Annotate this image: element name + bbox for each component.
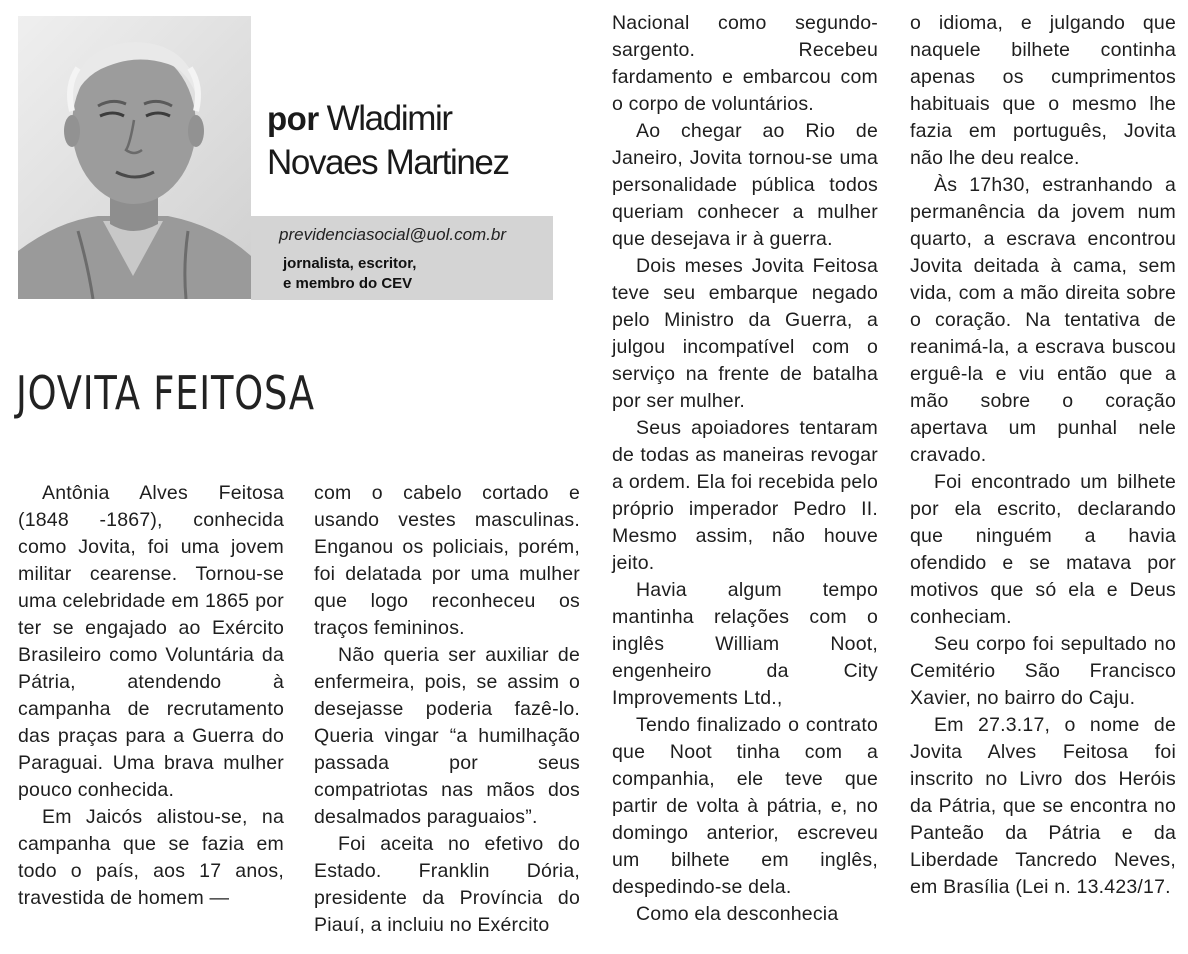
- paragraph: Foi encontrado um bilhete por ela escrito, declarando que ninguém a havia ofendido e se matava por motivos que só ela e Deus conheciam.: [910, 471, 1176, 628]
- paragraph: Foi aceita no efetivo do Estado. Franklin Dória, presidente da Província do Piauí, a incluiu no Exército: [314, 833, 580, 936]
- paragraph: Havia algum tempo mantinha relações com o inglês William Noot, engenheiro da City Improvements Ltd.,: [612, 579, 878, 709]
- paragraph: Seu corpo foi sepultado no Cemitério São Francisco Xavier, no bairro do Caju.: [910, 633, 1176, 709]
- author-role-line1: jornalista, escritor,: [283, 255, 417, 272]
- paragraph: Tendo finalizado o contrato que Noot tinha com a companhia, ele teve que partir de volta à pátria, e, no domingo anterior, escreveu um bilhete em inglês, despedindo-se dela.: [612, 714, 878, 898]
- author-info-box: [251, 216, 553, 300]
- byline-prefix: por: [267, 100, 319, 137]
- article-column-2: [314, 480, 580, 939]
- paragraph: Antônia Alves Feitosa (1848 -1867), conhecida como Jovita, foi uma jovem militar cearense. Tornou-se uma celebridade em 1865 por ter se engajado ao Exército Brasileiro como Voluntária da Pátria, atendendo à campanha de recrutamento das praças para a Guerra do Paraguai. Uma brava mulher pouco conhecida.: [18, 482, 284, 801]
- author-name-line1: [267, 97, 557, 141]
- paragraph: Seus apoiadores tentaram de todas as maneiras revogar a ordem. Ela foi recebida pelo próprio imperador Pedro II. Mesmo assim, não houve jeito.: [612, 417, 878, 574]
- paragraph-continued: com o cabelo cortado e usando vestes masculinas. Enganou os policiais, porém, foi delatada por uma mulher que logo reconheceu os traços femininos.: [314, 482, 580, 639]
- paragraph-continued: o idioma, e julgando que naquele bilhete continha apenas os cumprimentos habituais que o mesmo lhe fazia em português, Jovita não lhe deu realce.: [910, 12, 1176, 169]
- author-first-name: Wladimir: [326, 99, 452, 138]
- article-column-4: [910, 10, 1176, 901]
- author-name-line2: Novaes Martinez: [267, 143, 509, 182]
- article-title: JOVITA FEITOSA: [16, 366, 315, 420]
- paragraph: Em 27.3.17, o nome de Jovita Alves Feitosa foi inscrito no Livro dos Heróis da Pátria, que se encontra no Panteão da Pátria e da Liberdade Tancredo Neves, em Brasília (Lei n. 13.423/17.: [910, 714, 1176, 898]
- paragraph-continued: Nacional como segundo-sargento. Recebeu fardamento e embarcou com o corpo de voluntários.: [612, 12, 878, 115]
- paragraph: Ao chegar ao Rio de Janeiro, Jovita tornou-se uma personalidade pública todos queriam conhecer a mulher que desejava ir à guerra.: [612, 120, 878, 250]
- paragraph: Não queria ser auxiliar de enfermeira, pois, se assim o desejasse poderia fazê-lo. Queria vingar “a humilhação passada por seus compatriotas nas mãos dos desalmados paraguaios”.: [314, 644, 580, 828]
- author-photo: [18, 16, 251, 299]
- article-column-3: [612, 10, 878, 928]
- author-role: [283, 254, 416, 294]
- paragraph: Como ela desconhecia: [636, 903, 839, 925]
- author-email: previdenciasocial@uol.com.br: [279, 225, 507, 244]
- author-byline: [267, 97, 557, 185]
- article-column-1: [18, 480, 284, 912]
- paragraph: Em Jaicós alistou-se, na campanha que se fazia em todo o país, aos 17 anos, travestida de homem —: [18, 806, 284, 909]
- author-portrait-illustration: [18, 16, 251, 299]
- paragraph: Às 17h30, estranhando a permanência da jovem num quarto, a escrava encontrou Jovita deitada à cama, sem vida, com a mão direita sobre o coração. Na tentativa de reanimá-la, a escrava buscou erguê-la e viu então que a mão sobre o coração apertava um punhal nele cravado.: [910, 174, 1176, 466]
- author-role-line2: e membro do CEV: [283, 275, 413, 292]
- paragraph: Dois meses Jovita Feitosa teve seu embarque negado pelo Ministro da Guerra, a julgou incompatível com o serviço na frente de batalha por ser mulher.: [612, 255, 878, 412]
